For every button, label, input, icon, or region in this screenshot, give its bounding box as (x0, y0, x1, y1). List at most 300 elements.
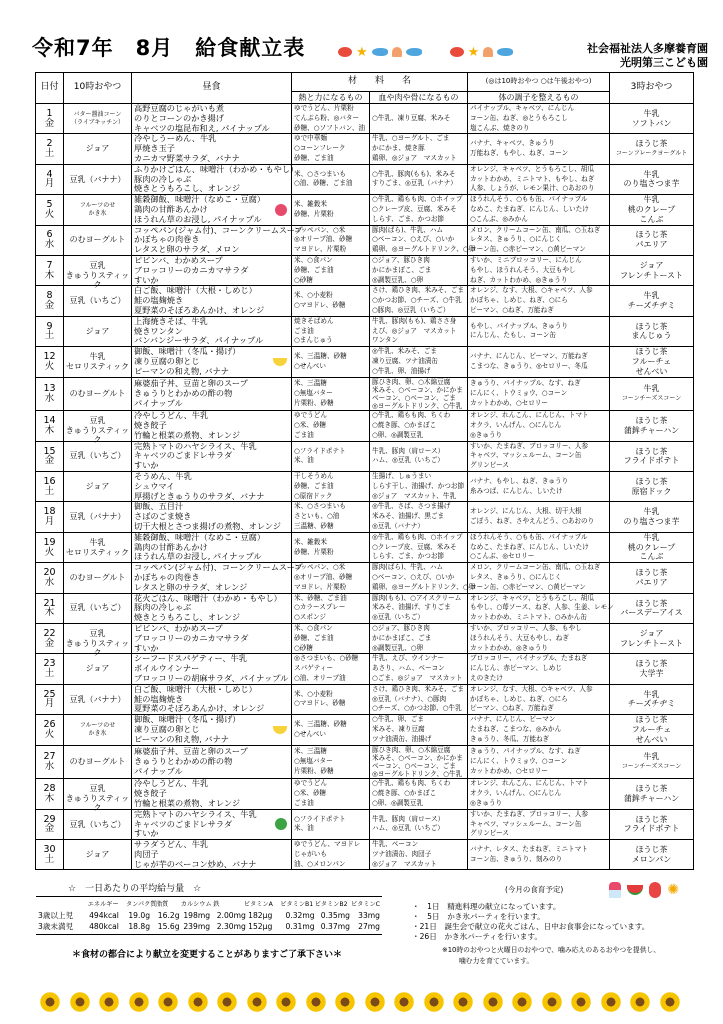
afternoon-snack-line: メロンパン (631, 854, 672, 864)
date-weekday: 月 (44, 698, 55, 710)
afternoon-snack-cell (610, 840, 694, 870)
lunch-items (134, 379, 291, 408)
energy-cell (292, 715, 370, 745)
body-ingredient: オレンジ、キャベツ、とうもろこし、胡瓜 (470, 164, 594, 173)
blood-cell (370, 779, 468, 809)
blood-ingredient: ○卵、◎調製豆乳 (372, 798, 424, 807)
body-ingredient: グリンピース (470, 461, 509, 470)
afternoon-snack-line: チーズチヂミ (627, 301, 676, 311)
lunch-item: 麻婆茄子丼、豆苗と卵のスープ (134, 746, 248, 757)
sunflower-icon (276, 992, 296, 1012)
blood-cell (370, 532, 468, 562)
energy-ingredient: ○油、オリーブ油 (294, 673, 346, 682)
body-ingredient: カットわかめ、ミニトマト、○みかん缶 (470, 613, 587, 622)
blood-ingredient: 牛乳、○ヨーグルト、ごま (372, 134, 450, 143)
morning-snack-line: セロリスティック (65, 361, 130, 371)
nutrition-cell: 0.32mg (285, 911, 315, 920)
lunch-item: レタスと卵のサラダ、メロン (134, 244, 240, 255)
blood-ingredient: ○チーズ、○かつお節、○牛乳 (372, 704, 462, 713)
date-cell (36, 654, 64, 684)
date-cell (36, 164, 64, 194)
lunch-item: すいか (134, 642, 159, 653)
energy-cell (292, 255, 370, 285)
date-weekday: 金 (44, 823, 55, 835)
lunch-item: じゃが芋のベーコン炒め、バナナ (134, 858, 257, 869)
date-day: 12 (43, 351, 56, 363)
body-ingredient: にんにく、トウミョウ、○コーン (470, 388, 568, 397)
energy-ingredient: 砂糖、ごま油 (294, 633, 334, 642)
morning-snack-line: きゅうりスティック (65, 638, 130, 657)
energy-cell (292, 411, 370, 441)
header-morning-snack: 10時おやつ (64, 73, 132, 104)
date-day: 25 (43, 688, 56, 700)
blood-ingredient: ◎ジョア マスカット (372, 859, 437, 868)
morning-snack-cell (64, 502, 132, 532)
afternoon-snack-cell (610, 255, 694, 285)
nutrition-header: 脂質 (155, 901, 169, 908)
morning-snack-cell (64, 624, 132, 657)
morning-snack-cell (64, 809, 132, 839)
afternoon-snack-line: のり塩さつま芋 (623, 179, 680, 189)
body-ingredient: えのきたけ (470, 673, 503, 682)
header-afternoon-snack: 3時おやつ (610, 73, 694, 104)
body-cell (468, 532, 610, 562)
energy-ingredient: 砂糖、片栗粉 (294, 209, 334, 218)
blood-ingredient: ○牛乳、凍り豆腐、米みそ (372, 113, 451, 122)
afternoon-snack-cell (610, 164, 694, 194)
sunflower-border (40, 992, 680, 1016)
energy-ingredient: スパゲティー (294, 664, 334, 673)
event-item: ・21日 誕生会で献立の花火ごはん、日中お食事会になっています。 (412, 922, 650, 931)
lunch-items (134, 747, 291, 776)
nutrition-header: タンパク質 (125, 901, 157, 908)
date-cell (36, 715, 64, 745)
blood-cell (370, 134, 468, 164)
body-cell (468, 225, 610, 255)
lunch-cell (132, 347, 292, 377)
date-day: 13 (43, 383, 56, 395)
date-cell (36, 255, 64, 285)
blood-ingredient: 牛乳、豚肉（肩ロース） (372, 814, 445, 823)
body-ingredient: バナナ、レタス、たまねぎ、ミニトマト (470, 844, 588, 853)
lunch-cell (132, 502, 292, 532)
lunch-items (134, 163, 299, 194)
lunch-item: 御飯、五目汁 (134, 501, 184, 512)
date-weekday: 月 (44, 516, 55, 528)
blood-cell (370, 563, 476, 593)
lunch-items (134, 347, 291, 376)
date-weekday: 水 (44, 760, 55, 772)
date-cell (36, 624, 64, 654)
morning-snack-line: ジョア (85, 481, 110, 491)
date-cell (36, 104, 64, 134)
lunch-items (134, 104, 291, 133)
day-row (36, 134, 694, 164)
body-ingredient: もやし、ほうれんそう、大豆もやし (470, 265, 576, 274)
energy-ingredient: ○油、砂糖、ごま油 (294, 179, 353, 188)
blood-ingredient: ○牛乳、豚肉(もも)、米みそ (372, 169, 456, 178)
energy-cell (292, 377, 370, 411)
date-cell (36, 441, 64, 471)
date-weekday: 木 (44, 607, 55, 619)
energy-ingredient: じゃがいも (294, 849, 327, 858)
body-cell (468, 779, 610, 809)
body-cell (468, 347, 610, 377)
date-weekday: 土 (44, 853, 55, 865)
energy-ingredient: 砂糖、ごま油 (294, 153, 334, 162)
lunch-item: キャベツのごまドレサラダ (134, 450, 233, 461)
blood-ingredient: ○卵、◎調製豆乳 (372, 430, 424, 439)
day-row (36, 809, 694, 839)
blood-ingredient: ○ジョア、豚ひき肉 (372, 255, 430, 264)
date-weekday: 金 (44, 637, 55, 649)
blood-ingredient: 牛乳、豚肉（肩ロース） (372, 446, 445, 455)
blood-cell (370, 255, 468, 285)
date-cell (36, 377, 64, 411)
lunch-item: 切干大根とさつま揚げの煮物、オレンジ (134, 521, 281, 532)
date-weekday: 木 (44, 793, 55, 804)
lunch-cell (132, 624, 292, 654)
afternoon-snack-line: ほうじ茶 (635, 476, 668, 486)
day-row (36, 532, 694, 562)
afternoon-snack-cell (610, 715, 694, 745)
day-row (36, 164, 694, 194)
body-ingredient: ◎きゅうり (470, 430, 503, 439)
body-ingredient: にんじん、赤ピーマン、しめじ (470, 664, 562, 673)
afternoon-snack-cell (610, 654, 694, 684)
body-cell (468, 502, 610, 532)
body-ingredient: レタス、きゅうり、○にんじく (470, 573, 562, 582)
nutrition-cell: 0.35mg (320, 911, 350, 920)
nutrition-cell: 494kcal (89, 911, 119, 920)
morning-snack-cell (64, 347, 132, 377)
energy-cell (292, 225, 370, 255)
lunch-item: 鶏肉の甘酢あんかけ (134, 203, 208, 214)
nutrition-header: ビタミンB2 (314, 901, 348, 908)
afternoon-snack-line: 牛乳 (643, 291, 660, 301)
energy-ingredient: 米、三温糖 (294, 379, 327, 388)
lunch-items (134, 715, 291, 744)
energy-ingredient: ○マヨドレ、砂糖 (294, 699, 346, 708)
lunch-items (134, 533, 291, 562)
header-ingredients-note: (◎は10時おやつ ○は午後おやつ) (468, 73, 610, 92)
sunflower-icon (424, 992, 444, 1012)
body-ingredient: にんにく、トウミョウ、○コーン (470, 757, 568, 766)
morning-snack-cell (64, 286, 132, 316)
afternoon-snack-cell (610, 532, 694, 562)
afternoon-snack-line: フルーチェ (631, 356, 672, 366)
blood-cell (370, 316, 468, 346)
morning-snack-line: 豆乳 (89, 628, 106, 638)
afternoon-snack-line: ジョア (639, 260, 664, 270)
lunch-cell (132, 255, 292, 285)
lunch-item: パイナップル (134, 765, 183, 776)
date-weekday: 土 (44, 485, 55, 497)
energy-ingredient: マヨドレ、片栗粉 (294, 582, 347, 591)
blood-cell (370, 654, 468, 684)
school-name: 光明第三こども園 (620, 56, 708, 69)
blood-ingredient: 凍り豆腐、ツナ油漬缶 (372, 356, 438, 365)
afternoon-snack-line: まんじゅう (631, 331, 672, 341)
nutrition-table (36, 896, 382, 935)
lunch-cell (132, 411, 292, 441)
lunch-cell (132, 593, 292, 623)
blood-ingredient: ○かつお節、○チーズ、○牛乳 (372, 296, 462, 305)
header-ingredients-label: 材 料 名 (348, 76, 412, 87)
day-row (36, 563, 694, 593)
body-ingredient: ◎きゅうり (470, 798, 503, 807)
firework-icon: ✺ (667, 882, 679, 898)
body-ingredient: コーン缶、ねぎ、◎とうもろこし (470, 113, 568, 122)
lunch-item: 鮭の塩麹焼き (134, 295, 184, 306)
energy-cell (292, 654, 370, 684)
body-cell (468, 255, 610, 285)
nutrition-cell: 15.6g (157, 922, 180, 931)
blood-cell (370, 286, 468, 316)
day-row (36, 411, 694, 441)
date-day: 21 (43, 597, 56, 609)
blood-ingredient: 米みそ、油揚げ、黒ごま (372, 512, 445, 521)
body-ingredient: ほうれんそう、○もも缶、パイナップル (470, 532, 588, 541)
nutrition-title: ☆ 一日あたりの平均給与量 ☆ (68, 884, 202, 894)
blood-ingredient: しらす干し、油揚げ、かつお節 (372, 481, 465, 490)
body-ingredient: オレンジ、なす、大根、○キャベツ、人参 (470, 684, 593, 693)
day-row (36, 104, 694, 134)
blood-ingredient: ◎調製豆乳、○卵 (372, 643, 424, 652)
lunch-cell (132, 316, 292, 346)
morning-snack-cell (64, 225, 132, 255)
blood-ingredient: ハム、◎豆乳（いちご） (372, 456, 444, 465)
header-lunch: 昼食 (132, 73, 292, 104)
blood-ingredient: ○ベーコン、○えび、○いか (372, 573, 455, 582)
energy-ingredient: 三温糖、砂糖 (294, 522, 334, 531)
body-ingredient: もやし、パイナップル、きゅうり (470, 321, 568, 330)
morning-snack-line: ジョア (85, 144, 110, 154)
date-day: 20 (43, 567, 56, 579)
date-cell (36, 411, 64, 441)
afternoon-snack-line: バースデーアイス (620, 608, 683, 618)
blood-cell (370, 472, 468, 502)
melon-icon (275, 818, 287, 830)
blood-ingredient: かにかまぼこ、ごま (372, 633, 432, 642)
morning-snack-cell (64, 840, 132, 870)
date-day: 15 (43, 445, 56, 457)
day-row (36, 441, 694, 471)
body-ingredient: バナナ、もやし、ねぎ、きゅうり (470, 476, 569, 485)
lunch-cell (132, 779, 292, 809)
body-ingredient: カットわかめ、○セロリー (470, 398, 548, 407)
events-list (412, 902, 649, 942)
energy-ingredient: コッペパン、○米 (294, 225, 346, 234)
lunch-item: シュウマイ (134, 480, 175, 491)
nutrition-cell: 3歳未満児 (38, 922, 74, 931)
lunch-cell (132, 715, 292, 745)
lunch-items (134, 685, 291, 714)
body-ingredient: コーン缶、○赤ピーマン、○黄ピーマン (470, 245, 586, 254)
nutrition-cell: 19.0g (128, 911, 151, 920)
morning-snack-cell (64, 684, 132, 714)
body-cell (468, 563, 610, 593)
afternoon-snack-line: ほうじ茶 (635, 416, 668, 426)
sunflower-icon (335, 992, 355, 1012)
body-ingredient: すいか、ミニブロッコリー、にんじん (470, 255, 582, 264)
energy-cell (292, 472, 370, 502)
date-weekday: 土 (44, 148, 55, 160)
sunflower-icon (601, 992, 621, 1012)
body-cell (468, 441, 610, 471)
afternoon-snack-line: 牛乳 (643, 108, 660, 118)
nutrition-cell: 18.8g (128, 922, 151, 931)
energy-ingredient: ○原宿ドック (294, 491, 333, 500)
blood-ingredient: ○ベーコン、○えび、○いか (372, 235, 455, 244)
energy-ingredient: ゆでうどん、マヨドレ (294, 840, 361, 849)
nutrition-cell: 2.30mg (216, 922, 246, 931)
afternoon-snack-line: 原宿ドック (631, 486, 672, 496)
sunflower-icon (483, 992, 503, 1012)
nutrition-cell: 239mg (183, 922, 211, 931)
afternoon-snack-line: ジョア (639, 628, 664, 638)
morning-snack-line: 豆乳 (89, 784, 106, 794)
lunch-item: 夏野菜のそぼろあんかけ、オレンジ (134, 703, 265, 714)
afternoon-snack-line: 桃のクレープ (627, 204, 676, 214)
afternoon-snack-cell (610, 286, 694, 316)
afternoon-snack-line: のり塩さつま芋 (623, 517, 680, 527)
energy-ingredient: 米、三温糖、砂糖 (294, 352, 347, 361)
lunch-item: ピビンバ、わかめスープ (134, 254, 223, 265)
day-row (36, 316, 694, 346)
energy-ingredient: ごま油 (294, 430, 314, 439)
body-ingredient: オレンジ、キャベツ、とうもろこし、胡瓜 (470, 593, 594, 602)
nutrition-header: カルシウム (180, 901, 212, 908)
date-day: 9 (46, 320, 53, 332)
lunch-cell (132, 472, 292, 502)
blood-cell (370, 411, 468, 441)
lunch-item: 豚肉の冷しゃぶ (134, 173, 192, 184)
body-cell (468, 809, 610, 839)
blood-ingredient: 牛乳、えび、ウインナー (372, 654, 445, 663)
afternoon-snack-cell (610, 316, 694, 346)
sunflower-icon (630, 992, 650, 1012)
morning-snack-cell (64, 441, 132, 471)
afternoon-snack-cell (610, 441, 694, 471)
morning-snack-line: きゅうりスティック (65, 794, 130, 812)
nutrition-row-under3 (38, 921, 380, 932)
afternoon-snack-line: フルーチェ (631, 724, 672, 734)
energy-cell (292, 563, 370, 593)
afternoon-snack-line: 牛乳 (643, 752, 660, 762)
nutrition-header: エネルギー (87, 901, 119, 908)
lunch-items (134, 472, 291, 501)
blood-ingredient: ◎豆乳（いちご） (372, 613, 424, 622)
body-ingredient: ごぼう、ねぎ、さやえんどう、○あおのり (470, 517, 595, 526)
blood-cell (370, 104, 468, 134)
blood-cell (370, 593, 468, 623)
morning-snack-line: のむヨーグルト (69, 235, 126, 245)
lunch-item: サラダうどん、牛乳 (134, 839, 209, 850)
afternoon-snack-line: パエリア (635, 240, 668, 250)
morning-snack-line: かき氷 (88, 729, 107, 737)
lunch-item: ボイルウインナー (134, 663, 200, 674)
day-row (36, 195, 694, 225)
energy-ingredient: 米、○小麦粉 (294, 291, 333, 300)
energy-ingredient: ○せんべい (294, 361, 326, 370)
sea-decoration (338, 44, 538, 60)
lunch-cell (132, 562, 303, 593)
body-ingredient: にんじん、たもし、コーン缶 (470, 331, 556, 340)
blood-cell (370, 347, 468, 377)
body-ingredient: メロン、クリームコーン缶、南瓜、○玉ねぎ (470, 225, 601, 234)
day-row (36, 715, 694, 745)
afternoon-snack-cell (610, 745, 694, 779)
date-cell (36, 225, 64, 255)
energy-ingredient: 米、油 (294, 456, 314, 465)
lunch-item: ピーマンの和え物, バナナ (134, 365, 229, 376)
energy-ingredient: コッペパン、○米 (294, 563, 346, 572)
morning-snack-line: （ライブキッチン） (71, 118, 124, 126)
date-cell (36, 472, 64, 502)
date-weekday: 月 (44, 178, 55, 190)
organization-name: 社会福祉法人多摩養育園 (587, 42, 708, 55)
date-day: 30 (43, 843, 56, 855)
lunch-item: 麻婆茄子丼、豆苗と卵のスープ (134, 378, 248, 389)
sunflower-icon (99, 992, 119, 1012)
lunch-cell (132, 286, 292, 316)
blood-ingredient: さけ、鶏ひき肉、米みそ、ごま (372, 286, 464, 295)
lunch-item: 凍り豆腐の卵とじ (134, 355, 200, 366)
nutrition-cell: 152μg (248, 922, 273, 931)
lunch-cell (132, 104, 292, 134)
nutrition-cell: 480kcal (89, 922, 119, 931)
lunch-item: パイナップル (134, 397, 183, 408)
sunflower-icon (453, 992, 473, 1012)
nutrition-header: ビタミンB1 (280, 901, 314, 908)
lunch-item: 竹輪と根菜の煮物、オレンジ (134, 797, 241, 808)
lunch-item: 凍り豆腐の卵とじ (134, 723, 200, 734)
day-row (36, 347, 694, 377)
date-cell (36, 779, 64, 809)
energy-ingredient: 米、○食パン (294, 624, 333, 632)
energy-ingredient: 米、雑穀米 (294, 537, 327, 546)
morning-snack-cell (64, 715, 132, 745)
sunflower-icon (217, 992, 237, 1012)
lunch-item: 完熟トマトのハヤシライス、牛乳 (134, 440, 257, 451)
lunch-items (134, 317, 291, 346)
sunflower-icon (129, 992, 149, 1012)
lunch-cell (132, 441, 292, 471)
date-day: 1 (46, 107, 53, 119)
body-cell (468, 316, 610, 346)
day-row (36, 840, 694, 870)
lunch-items (134, 195, 291, 224)
nutrition-cell: 198mg (183, 911, 211, 920)
blood-ingredient: ワンタン (372, 336, 399, 345)
nutrition-cell: 2.00mg (216, 911, 246, 920)
lunch-item: きゅうりとわかめの酢の物 (134, 756, 233, 767)
morning-snack-cell (64, 745, 132, 779)
energy-ingredient: 米、○食パン (294, 255, 333, 264)
morning-snack-line: 豆乳（バナナ） (69, 174, 126, 184)
date-weekday: 火 (44, 360, 55, 372)
energy-cell (292, 624, 370, 654)
body-ingredient: すいか、ブロッコリー、人参、もやし (470, 624, 582, 632)
body-cell (468, 164, 610, 194)
event-item: ・ 1日 精進料理の献立になっています。 (412, 902, 561, 911)
body-ingredient: オクラ、いんげん、○にんじん (470, 421, 562, 430)
day-row (36, 377, 694, 411)
date-cell (36, 532, 64, 562)
body-ingredient: すいか、たまねぎ、ブロッコリー、人参 (470, 809, 589, 818)
body-ingredient: なめこ、たまねぎ、にんじん、しいたけ (470, 542, 589, 551)
